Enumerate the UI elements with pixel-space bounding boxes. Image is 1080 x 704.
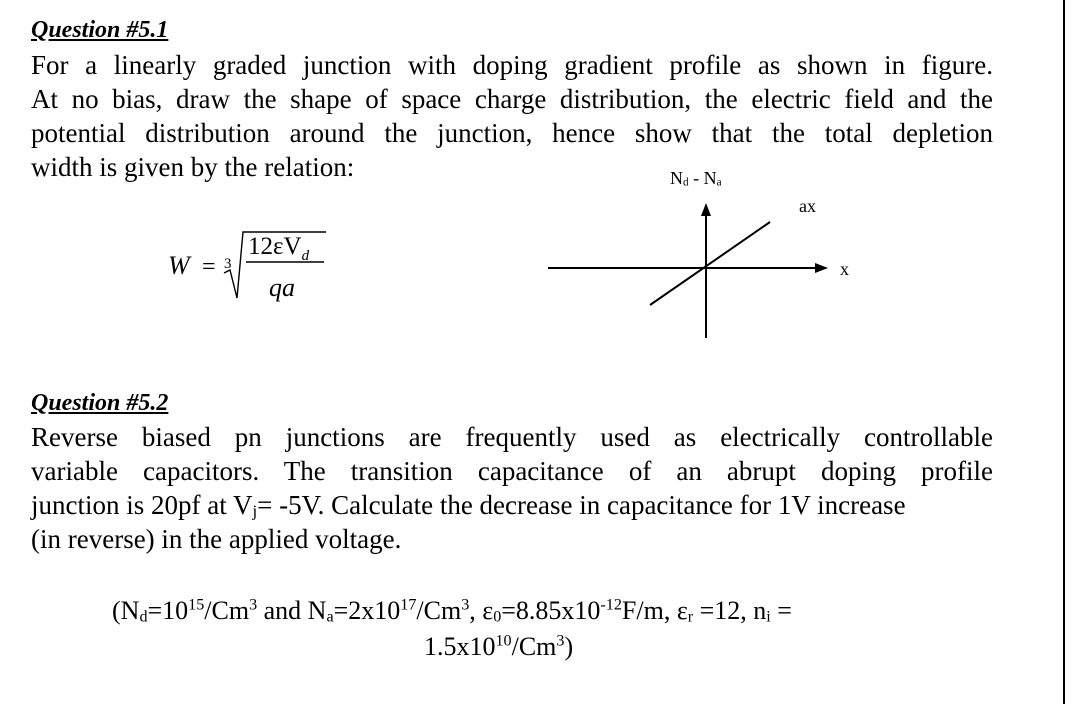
q2-text-line-4: (in reverse) in the applied voltage. (31, 524, 402, 554)
q2-text-line-3: junction is 20pf at $V_j= -5V$. Calculate the decrease in capacitance for 1V increase (31, 490, 906, 521)
q1-text-line-1: For a linearly graded junction with doping gradient profile as shown in figure. (31, 50, 993, 80)
q1-text-line-3: potential distribution around the junction, hence show that the total depletion (31, 118, 993, 148)
q1-text-line-2: At no bias, draw the shape of space charge distribution, the electric field and the (31, 84, 993, 114)
question-5-1-title: Question #5.1 (31, 17, 169, 43)
formula-denominator: qa (269, 273, 295, 302)
given-constants-line-1: ($N_d=10^{15}/Cm^3$ and $N_a=2x10^{17}/Cm^3$, $\varepsilon_0=8.85x10^{-12}F/m$, $\varepsilon_r =12$, $n_i$ = (112, 596, 792, 626)
q2-text-line-1: Reverse biased pn junctions are frequently used as electrically controllable (31, 422, 993, 452)
gradient-line-label: ax (799, 196, 816, 216)
formula-root-index: 3 (224, 256, 232, 272)
given-constants-line-2: $1.5x10^{10}/Cm^3$) (424, 632, 574, 661)
y-axis-arrowhead (701, 203, 711, 216)
q1-text-line-4: width is given by the relation: (31, 152, 355, 182)
doping-gradient-line (650, 222, 770, 305)
x-axis-arrowhead (815, 263, 828, 273)
formula-lhs: W (168, 251, 190, 280)
formula-numerator: $12\varepsilon V_d$ (248, 233, 310, 264)
y-axis-label: $N_d - N_a$ (670, 168, 722, 189)
question-5-2-title: Question #5.2 (31, 390, 169, 416)
x-axis-label: x (840, 259, 849, 279)
q2-text-line-2: variable capacitors. The transition capacitance of an abrupt doping profile (31, 456, 993, 486)
formula-equals: = (202, 254, 216, 280)
page-border-right (1063, 0, 1065, 704)
depletion-width-formula (160, 218, 350, 318)
